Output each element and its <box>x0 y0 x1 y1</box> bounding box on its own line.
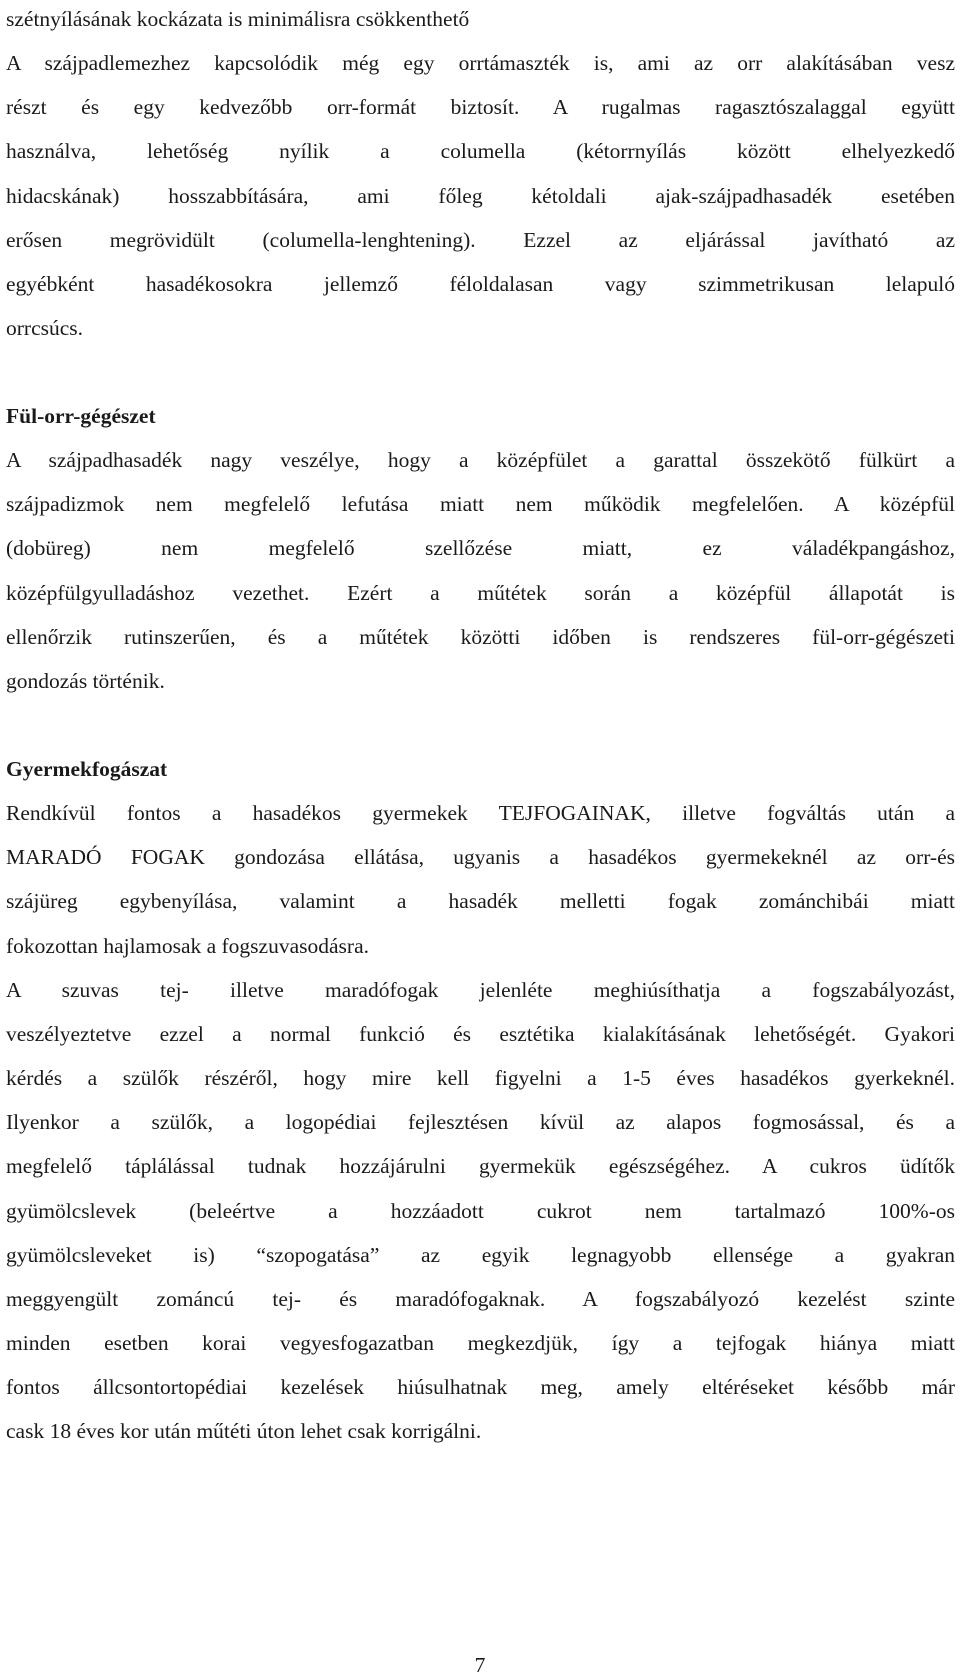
page-number: 7 <box>474 1653 486 1677</box>
paragraph-line: gondozás történik. <box>6 669 165 693</box>
paragraph-line: szájüreg egybenyílása, valamint a hasadék melletti fogak zománchibái miatt <box>6 889 955 913</box>
paragraph-line: Rendkívül fontos a hasadékos gyermekek TEJFOGAINAK, illetve fogváltás után a <box>6 801 955 825</box>
paragraph-line: gyümölcslevek (beleértve a hozzáadott cukrot nem tartalmazó 100%-os <box>6 1199 955 1223</box>
paragraph-line: Ilyenkor a szülők, a logopédiai fejlesztésen kívül az alapos fogmosással, és a <box>6 1110 955 1134</box>
paragraph-line: egyébként hasadékosokra jellemző féloldalasan vagy szimmetrikusan lelapuló <box>6 272 955 296</box>
paragraph-line: A szájpadhasadék nagy veszélye, hogy a középfület a garattal összekötő fülkürt a <box>6 448 955 472</box>
section-heading: Fül-orr-gégészet <box>6 404 156 428</box>
paragraph-line: minden esetben korai vegyesfogazatban megkezdjük, így a tejfogak hiánya miatt <box>6 1331 955 1355</box>
paragraph-line: cask 18 éves kor után műtéti úton lehet csak korrigálni. <box>6 1419 482 1443</box>
paragraph-line: meggyengült zománcú tej- és maradófogaknak. A fogszabályozó kezelést szinte <box>6 1287 955 1311</box>
paragraph-line: veszélyeztetve ezzel a normal funkció és esztétika kialakításának lehetőségét. Gyakori <box>6 1022 955 1046</box>
paragraph-line: szájpadizmok nem megfelelő lefutása miatt nem működik megfelelően. A középfül <box>6 492 955 516</box>
paragraph-line: hidacskának) hosszabbítására, ami főleg kétoldali ajak-szájpadhasadék esetében <box>6 184 955 208</box>
paragraph-line: megfelelő táplálással tudnak hozzájárulni gyermekük egészségéhez. A cukros üdítők <box>6 1154 955 1178</box>
paragraph-line: A szuvas tej- illetve maradófogak jelenléte meghiúsíthatja a fogszabályozást, <box>6 978 955 1002</box>
paragraph-line: ellenőrzik rutinszerűen, és a műtétek közötti időben is rendszeres fül-orr-gégészeti <box>6 625 955 649</box>
paragraph-line: orrcsúcs. <box>6 316 84 340</box>
paragraph-line: MARADÓ FOGAK gondozása ellátása, ugyanis a hasadékos gyermekeknél az orr-és <box>6 845 955 869</box>
paragraph-line: részt és egy kedvezőbb orr-formát biztosít. A rugalmas ragasztószalaggal együtt <box>6 95 955 119</box>
paragraph-line: gyümölcsleveket is) “szopogatása” az egyik legnagyobb ellensége a gyakran <box>6 1243 955 1267</box>
paragraph-line: fontos állcsontortopédiai kezelések hiúsulhatnak meg, amely eltéréseket később már <box>6 1375 955 1399</box>
paragraph-line: használva, lehetőség nyílik a columella (kétorrnyílás között elhelyezkedő <box>6 139 955 163</box>
paragraph-line: középfülgyulladáshoz vezethet. Ezért a műtétek során a középfül állapotát is <box>6 581 955 605</box>
paragraph-line: (dobüreg) nem megfelelő szellőzése miatt, ez váladékpangáshoz, <box>6 536 955 560</box>
paragraph-line: erősen megrövidült (columella-lenghtening). Ezzel az eljárással javítható az <box>6 228 955 252</box>
paragraph-line: szétnyílásának kockázata is minimálisra csökkenthető <box>6 7 470 31</box>
paragraph-line: fokozottan hajlamosak a fogszuvasodásra. <box>6 934 369 958</box>
paragraph-line: kérdés a szülők részéről, hogy mire kell figyelni a 1-5 éves hasadékos gyerkeknél. <box>6 1066 955 1090</box>
paragraph-line: A szájpadlemezhez kapcsolódik még egy orrtámaszték is, ami az orr alakításában vesz <box>6 51 955 75</box>
section-heading: Gyermekfogászat <box>6 757 168 781</box>
